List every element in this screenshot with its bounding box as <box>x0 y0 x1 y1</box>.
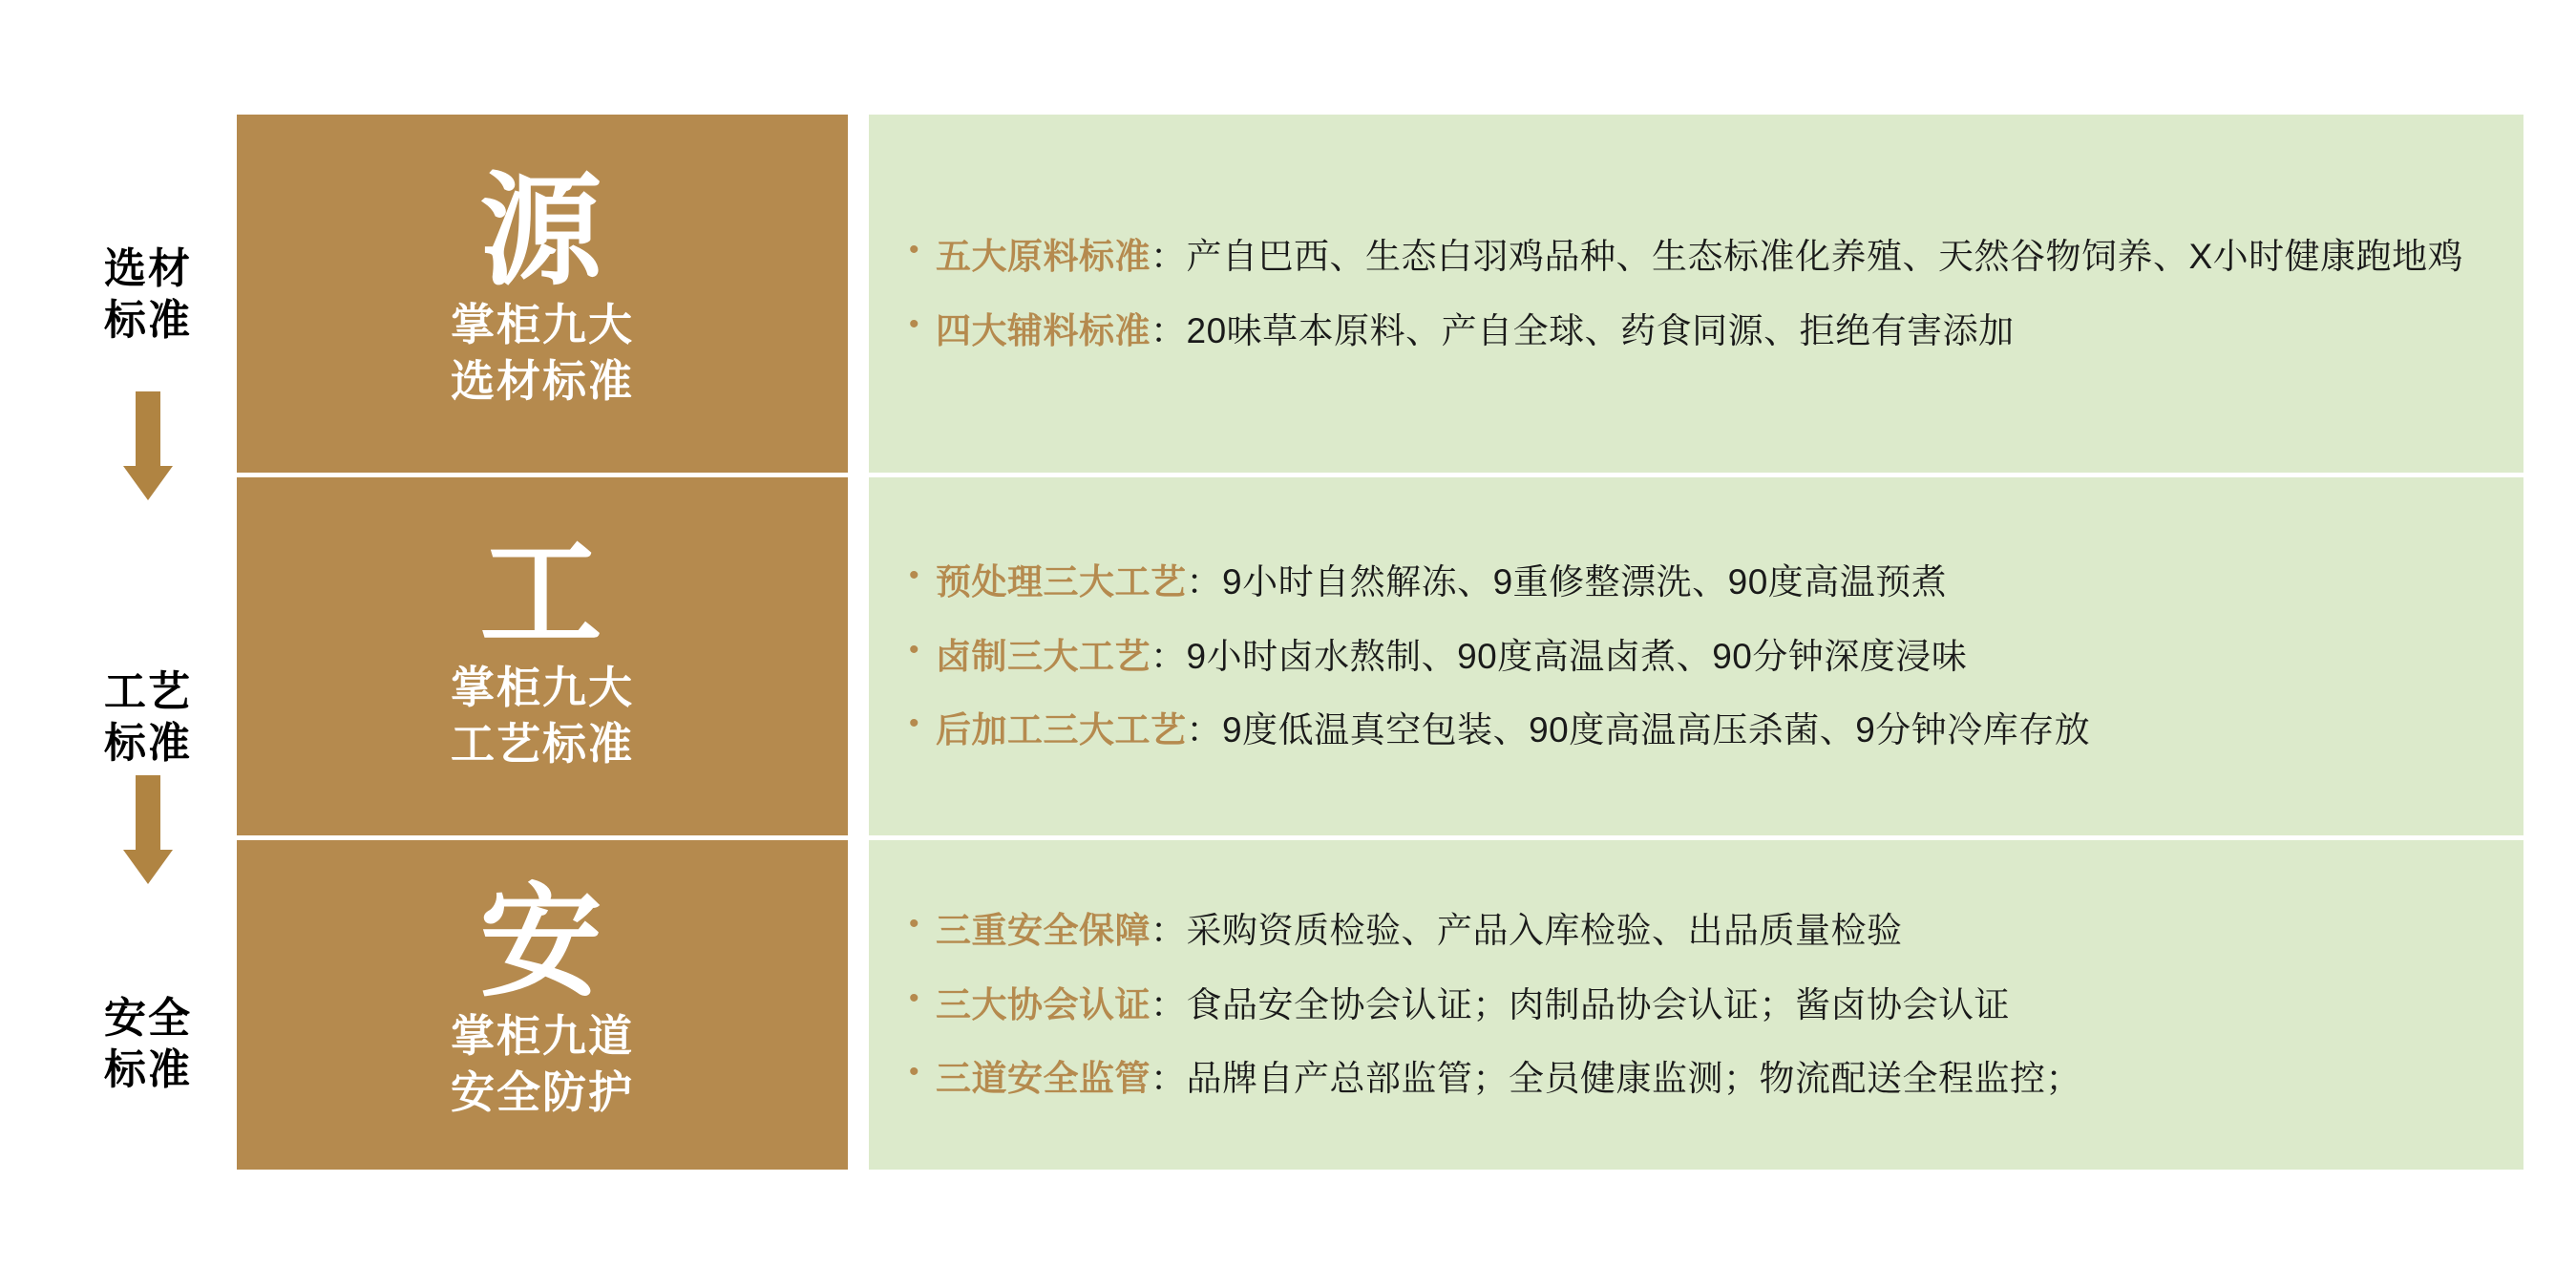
list-item <box>903 702 2485 759</box>
bullet-detail: 食品安全协会认证；肉制品协会认证；酱卤协会认证 <box>1186 984 2010 1024</box>
stage-badge-safety <box>237 840 848 1170</box>
bullet-icon: • <box>909 707 919 740</box>
stage-detail-panel <box>869 115 2523 473</box>
list-item <box>903 303 2485 360</box>
bullet-text <box>936 228 2485 285</box>
stage-label-line2: 标准 <box>104 719 192 767</box>
bullet-text <box>936 303 2485 360</box>
bullet-lead: 后加工三大工艺 <box>936 710 1187 750</box>
list-item <box>903 228 2485 285</box>
stage-label-column <box>57 105 239 1165</box>
bullet-lead: 三大协会认证 <box>936 984 1151 1024</box>
bullet-icon: • <box>909 633 919 665</box>
stage-detail-panel <box>869 840 2523 1170</box>
stage-badge-selection <box>237 115 848 473</box>
stage-label-line1: 选材 <box>104 245 192 292</box>
badge-subtitle-line2: 选材标准 <box>451 355 634 406</box>
bullet-text <box>936 702 2485 759</box>
bullet-detail: 20味草本原料、产自全球、药食同源、拒绝有害添加 <box>1186 310 2015 350</box>
bullet-detail: 9小时自然解冻、9重修整漂洗、90度高温预煮 <box>1222 561 1948 601</box>
badge-subtitle-line1: 掌柜九大 <box>451 662 634 712</box>
stage-label-process <box>57 666 239 769</box>
list-item <box>903 1050 2485 1108</box>
bullet-text <box>936 902 2485 960</box>
bullet-detail: 9小时卤水熬制、90度高温卤煮、90分钟深度浸味 <box>1186 636 1968 676</box>
bullet-separator: ： <box>1151 1059 1187 1099</box>
bullet-icon: • <box>909 307 919 340</box>
bullet-lead: 卤制三大工艺 <box>936 636 1151 676</box>
badge-subtitle-line2: 安全防护 <box>451 1066 634 1117</box>
bullet-separator: ： <box>1186 561 1222 601</box>
stage-badge-process <box>237 477 848 835</box>
bullet-separator: ： <box>1151 236 1187 276</box>
bullet-icon: • <box>909 559 919 591</box>
bullet-lead: 四大辅料标准 <box>936 310 1151 350</box>
down-arrow-icon <box>136 391 160 500</box>
bullet-icon: • <box>909 233 919 265</box>
bullet-icon: • <box>909 907 919 939</box>
badge-subtitle-line1: 掌柜九道 <box>451 1010 634 1061</box>
stage-row <box>237 477 2523 835</box>
stage-label-selection <box>57 243 239 346</box>
stage-detail-panel <box>869 477 2523 835</box>
bullet-text <box>936 977 2485 1034</box>
down-arrow-icon <box>136 775 160 884</box>
list-item <box>903 977 2485 1034</box>
badge-character: 源 <box>479 163 605 301</box>
list-item <box>903 554 2485 611</box>
stage-row <box>237 840 2523 1170</box>
bullet-detail: 产自巴西、生态白羽鸡品种、生态标准化养殖、天然谷物饲养、X小时健康跑地鸡 <box>1186 236 2464 276</box>
stage-label-line1: 安全 <box>104 995 192 1042</box>
bullet-icon: • <box>909 1056 919 1088</box>
bullet-lead: 三道安全监管 <box>936 1059 1151 1099</box>
bullet-text <box>936 554 2485 611</box>
badge-subtitle-line1: 掌柜九大 <box>451 299 634 349</box>
list-item <box>903 628 2485 686</box>
bullet-separator: ： <box>1186 710 1222 750</box>
stage-label-line1: 工艺 <box>104 668 192 715</box>
bullet-text <box>936 628 2485 686</box>
badge-character: 安 <box>479 875 605 1012</box>
bullet-icon: • <box>909 981 919 1014</box>
bullet-lead: 三重安全保障 <box>936 910 1151 950</box>
bullet-lead: 预处理三大工艺 <box>936 561 1187 601</box>
stage-row <box>237 115 2523 473</box>
bullet-text <box>936 1050 2485 1108</box>
stage-label-line2: 标准 <box>104 296 192 344</box>
stage-label-line2: 标准 <box>104 1045 192 1093</box>
bullet-detail: 采购资质检验、产品入库检验、出品质量检验 <box>1186 910 1903 950</box>
badge-subtitle-line2: 工艺标准 <box>451 718 634 769</box>
badge-character: 工 <box>479 526 605 664</box>
bullet-detail: 品牌自产总部监管；全员健康监测；物流配送全程监控； <box>1186 1059 2081 1099</box>
bullet-separator: ： <box>1151 310 1187 350</box>
bullet-separator: ： <box>1151 984 1187 1024</box>
stage-label-safety <box>57 993 239 1095</box>
bullet-separator: ： <box>1151 910 1187 950</box>
list-item <box>903 902 2485 960</box>
bullet-detail: 9度低温真空包装、90度高温高压杀菌、9分钟冷库存放 <box>1222 710 2091 750</box>
bullet-separator: ： <box>1151 636 1187 676</box>
bullet-lead: 五大原料标准 <box>936 236 1151 276</box>
